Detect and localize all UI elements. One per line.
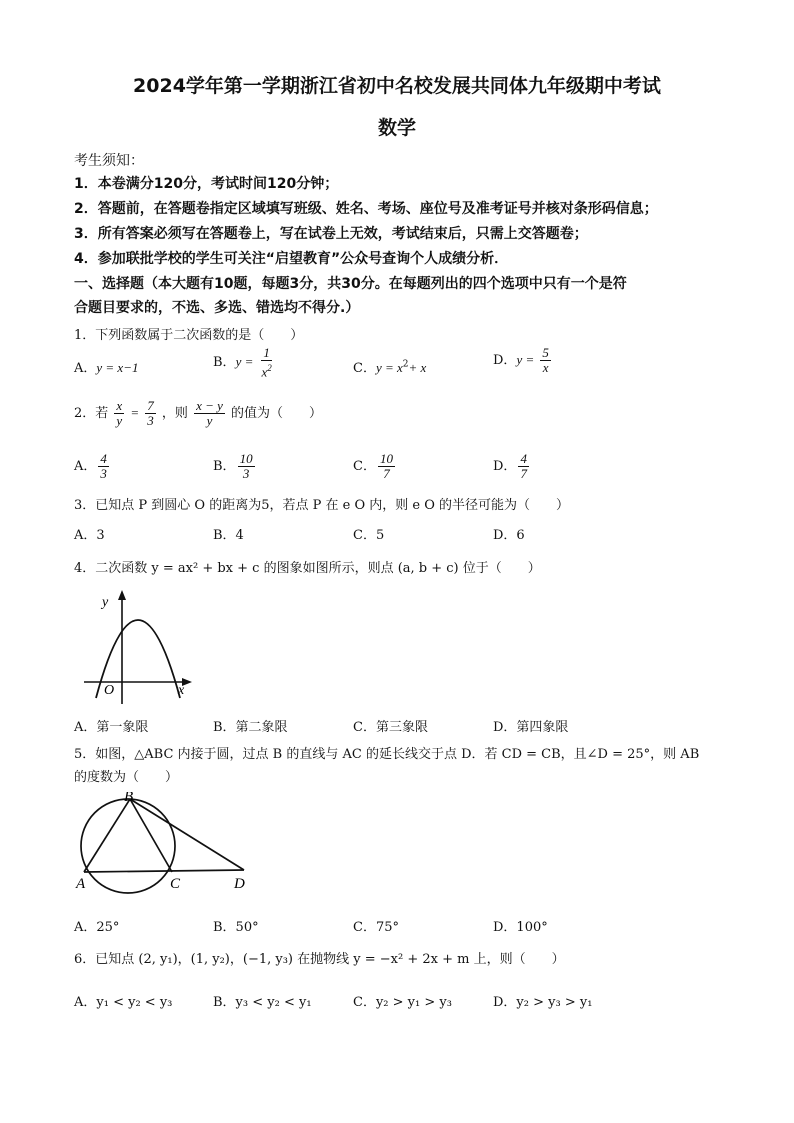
section-header-line2: 合题目要求的，不选、多选、错选均不得分.）: [74, 300, 360, 316]
graph-y-arrow: [118, 590, 126, 600]
q5-option-b: B．50°: [213, 920, 259, 935]
q6-option-c: C．y₂ > y₁ > y₃: [353, 995, 452, 1010]
q3-option-c: C．5: [353, 528, 385, 543]
q6-option-d: D．y₂ > y₃ > y₁: [493, 995, 593, 1010]
q2-option-d: D． $\frac{4}{7}$: [493, 451, 527, 481]
q1-option-b: B．y = $\frac{1}{x^2}$: [213, 345, 272, 380]
q4-stem: 4．二次函数 y = ax² + bx + c 的图象如图所示，则点 (a, b + c) 位于（ ）: [74, 561, 541, 576]
q5-stem-line2: 的度数为（ ）: [74, 770, 179, 785]
q6-option-a: A．y₁ < y₂ < y₃: [74, 995, 173, 1010]
q3-option-d: D．6: [493, 528, 525, 543]
q2-option-b: B． $\frac{10}{3}$: [213, 451, 253, 481]
point-label-a: A: [76, 876, 86, 892]
q5-option-d: D．100°: [493, 920, 548, 935]
point-label-c: C: [170, 876, 181, 892]
q5-circle-figure: [72, 792, 252, 900]
section-header-line1: 一、选择题（本大题有10题，每题3分，共30分。在每题列出的四个选项中只有一个是符: [74, 276, 627, 292]
q5-option-a: A．25°: [74, 920, 120, 935]
q4-option-c: C．第三象限: [353, 720, 428, 735]
q1-option-c: C．$y = x^2+ x$: [353, 359, 427, 376]
q1-option-d: D．y = $\frac{5}{x}$: [493, 345, 549, 375]
segment-bd: [130, 799, 244, 870]
q5-stem-line1: 5．如图，△ABC 内接于圆，过点 B 的直线与 AC 的延长线交于点 D．若 CD = CB，且∠D = 25°，则 AB: [74, 747, 700, 762]
q3-option-b: B．4: [213, 528, 244, 543]
q2-option-a: A． $\frac{4}{3}$: [74, 451, 107, 481]
q1-option-a: A．y = x−1: [74, 360, 139, 376]
exam-title: 2024学年第一学期浙江省初中名校发展共同体九年级期中考试: [133, 75, 661, 97]
notice-item-2: 2．答题前，在答题卷指定区域填写班级、姓名、考场、座位号及准考证号并核对条形码信息；: [74, 201, 658, 217]
notice-heading: 考生须知：: [74, 153, 144, 169]
graph-x-label: x: [178, 683, 185, 698]
point-label-d: D: [234, 876, 245, 892]
point-label-b: B: [124, 792, 134, 805]
graph-origin-label: O: [104, 683, 115, 698]
q4-option-b: B．第二象限: [213, 720, 288, 735]
graph-y-label: y: [102, 595, 109, 610]
q1-stem: 1．下列函数属于二次函数的是（ ）: [74, 328, 304, 343]
q2-stem: 2．若 $\frac{x}{y}$ = $\frac{7}{3}$ ，则 $\frac{x - y}{y}$ 的值为（ ）: [74, 398, 323, 428]
q6-option-b: B．y₃ < y₂ < y₁: [213, 995, 312, 1010]
notice-item-1: 1．本卷满分120分，考试时间120分钟；: [74, 176, 339, 192]
segment-bc: [130, 799, 172, 872]
notice-item-4: 4．参加联批学校的学生可关注“启望教育”公众号查询个人成绩分析．: [74, 251, 509, 267]
segment-ab: [84, 799, 130, 872]
q5-option-c: C．75°: [353, 920, 399, 935]
q4-option-a: A．第一象限: [74, 720, 149, 735]
q4-parabola-graph: [80, 586, 200, 708]
q3-stem: 3．已知点 P 到圆心 O 的距离为5，若点 P 在 e O 内，则 e O 的半径可能为（ ）: [74, 498, 569, 513]
notice-item-3: 3．所有答案必须写在答题卷上，写在试卷上无效，考试结束后，只需上交答题卷；: [74, 226, 588, 242]
q2-option-c: C． $\frac{10}{7}$: [353, 451, 393, 481]
q3-option-a: A．3: [74, 528, 105, 543]
q4-option-d: D．第四象限: [493, 720, 569, 735]
figure-circle: [81, 799, 175, 893]
q6-stem: 6．已知点 (2, y₁)，(1, y₂)，(−1, y₃) 在抛物线 y = −x² + 2x + m 上，则（ ）: [74, 952, 565, 967]
subject-title: 数学: [377, 117, 416, 139]
segment-ad: [84, 870, 244, 872]
